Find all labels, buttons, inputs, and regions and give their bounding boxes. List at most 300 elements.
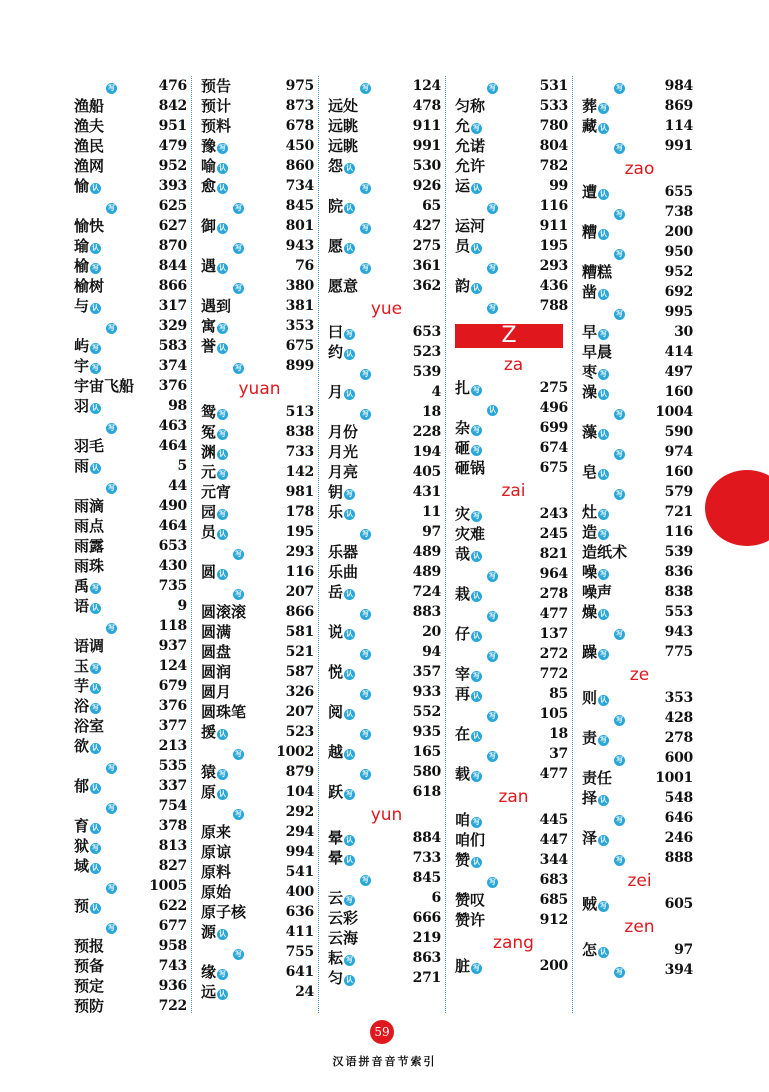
entry-badges [614, 203, 626, 223]
recognize-badge-icon: 认 [473, 591, 481, 600]
entry-word [328, 542, 358, 562]
index-entry [455, 744, 572, 764]
entry-text: 晕 [328, 829, 344, 847]
entry-word [455, 378, 483, 399]
index-entry [201, 642, 318, 662]
entry-badges [487, 399, 499, 419]
entry-word [201, 276, 245, 297]
entry-text: 愉快 [74, 217, 105, 235]
page-ref: 207 [285, 704, 314, 720]
page-ref: 11 [422, 504, 441, 520]
entry-text: 愈 [201, 177, 217, 195]
entry-badges [598, 729, 610, 749]
entry-word [328, 582, 356, 603]
entry-word [74, 416, 118, 437]
page-ref: 450 [285, 138, 314, 154]
page-ref: 124 [412, 78, 441, 94]
page-ref: 275 [539, 380, 568, 396]
entry-word [582, 76, 626, 97]
entry-text: 枣 [582, 363, 598, 381]
index-entry [201, 702, 318, 722]
write-badge-icon: 写 [108, 323, 115, 332]
index-entry [455, 524, 572, 544]
index-entry [582, 96, 697, 116]
entry-text: 越 [328, 743, 344, 761]
write-badge-icon: 写 [473, 771, 481, 780]
entry-badges [217, 463, 229, 483]
entry-word [582, 542, 627, 562]
index-entry [74, 356, 191, 376]
write-badge-icon: 写 [346, 789, 354, 798]
entry-word [455, 624, 483, 645]
page-ref: 97 [674, 942, 693, 958]
index-entry [455, 624, 572, 644]
index-entry [582, 302, 697, 322]
write-badge-icon: 写 [616, 489, 623, 498]
index-entry [455, 830, 572, 850]
page-ref: 105 [539, 706, 568, 722]
entry-word [455, 156, 485, 176]
page-ref: 326 [285, 684, 314, 700]
entry-word [201, 356, 245, 377]
write-badge-icon: 写 [235, 363, 242, 372]
index-entry [582, 688, 697, 708]
recognize-badge-icon: 认 [473, 183, 481, 192]
entry-text: 渔网 [74, 157, 105, 175]
page-ref: 845 [412, 870, 441, 886]
recognize-badge-icon: 认 [473, 551, 481, 560]
entry-badges [90, 817, 102, 837]
entry-word [74, 176, 102, 197]
page-ref: 142 [285, 464, 314, 480]
index-entry [455, 296, 572, 316]
entry-word [201, 682, 231, 702]
page-ref: 911 [412, 118, 441, 134]
recognize-badge-icon: 认 [219, 729, 227, 738]
page-ref: 974 [664, 444, 693, 460]
entry-word [74, 876, 118, 897]
index-entry [74, 396, 191, 416]
index-entry [74, 496, 191, 516]
entry-text: 月亮 [328, 463, 359, 481]
entry-text: 愿意 [328, 277, 359, 295]
entry-badges [233, 277, 245, 297]
index-entry [582, 522, 697, 542]
page-ref: 627 [158, 218, 187, 234]
index-entry [582, 322, 697, 342]
entry-word [328, 256, 372, 277]
page-ref: 780 [539, 118, 568, 134]
index-entry [582, 728, 697, 748]
entry-word [582, 940, 610, 961]
write-badge-icon: 写 [362, 409, 369, 418]
entry-badges [471, 585, 483, 605]
entry-badges [344, 237, 356, 257]
entry-badges [90, 237, 102, 257]
page-ref: 513 [285, 404, 314, 420]
entry-text: 愉 [74, 177, 90, 195]
index-entry [328, 868, 445, 888]
index-entry [455, 584, 572, 604]
index-entry [582, 342, 697, 362]
entry-text: 圆月 [201, 683, 232, 701]
entry-word [582, 422, 610, 443]
entry-text: 糟 [582, 223, 598, 241]
entry-word [328, 96, 358, 116]
page-ref: 124 [158, 658, 187, 674]
page-ref: 94 [422, 644, 441, 660]
write-badge-icon: 写 [616, 143, 623, 152]
recognize-badge-icon: 认 [219, 569, 227, 578]
recognize-badge-icon: 认 [473, 631, 481, 640]
page-ref: 869 [664, 98, 693, 114]
index-entry [74, 836, 191, 856]
index-entry [582, 502, 697, 522]
write-badge-icon: 写 [346, 895, 354, 904]
write-badge-icon: 写 [362, 183, 369, 192]
entry-word [582, 96, 610, 117]
write-badge-icon: 写 [219, 409, 227, 418]
recognize-badge-icon: 认 [219, 223, 227, 232]
index-entry [582, 182, 697, 202]
entry-word [74, 776, 102, 797]
entry-word [201, 662, 231, 682]
write-badge-icon: 写 [616, 209, 623, 218]
index-entry [74, 816, 191, 836]
index-entry [201, 762, 318, 782]
entry-word [455, 256, 499, 277]
entry-text: 原料 [201, 863, 232, 881]
entry-badges [598, 97, 610, 117]
entry-badges [90, 697, 102, 717]
entry-word [201, 176, 229, 197]
entry-word [328, 276, 358, 296]
index-entry [201, 136, 318, 156]
entry-text: 宇 [74, 357, 90, 375]
entry-word [201, 562, 229, 583]
page-ref: 271 [412, 970, 441, 986]
syllable-heading: zao [624, 159, 655, 179]
entry-word [201, 542, 245, 563]
entry-word [582, 382, 610, 403]
entry-word [328, 908, 358, 928]
page-ref: 618 [412, 784, 441, 800]
entry-badges [471, 505, 483, 525]
write-badge-icon: 写 [362, 729, 369, 738]
entry-word [328, 828, 356, 849]
index-entry [455, 418, 572, 438]
entry-badges [217, 177, 229, 197]
page-ref: 137 [539, 626, 568, 642]
entry-word [582, 894, 610, 915]
page-ref: 447 [539, 832, 568, 848]
recognize-badge-icon: 认 [219, 183, 227, 192]
page-ref: 272 [539, 646, 568, 662]
index-entry [455, 850, 572, 870]
syllable-heading: za [503, 355, 524, 375]
entry-badges [90, 597, 102, 617]
write-badge-icon: 写 [616, 855, 623, 864]
entry-word [582, 282, 610, 303]
entry-text: 乐器 [328, 543, 359, 561]
entry-badges [233, 237, 245, 257]
index-entry [455, 664, 572, 684]
index-entry [74, 536, 191, 556]
entry-text: 预 [74, 897, 90, 915]
page-ref: 950 [664, 244, 693, 260]
entry-word [74, 516, 104, 536]
page-ref: 964 [539, 566, 568, 582]
index-entry [328, 322, 445, 342]
recognize-badge-icon: 认 [346, 243, 354, 252]
index-entry [201, 316, 318, 336]
page-ref: 699 [539, 420, 568, 436]
entry-text: 遭 [582, 183, 598, 201]
index-entry [201, 582, 318, 602]
page-ref: 490 [158, 498, 187, 514]
index-entry [328, 642, 445, 662]
index-entry [582, 602, 697, 622]
entry-badges [487, 605, 499, 625]
entry-text: 月 [328, 383, 344, 401]
entry-text: 遇 [201, 257, 217, 275]
syllable-heading: zen [624, 917, 655, 937]
recognize-badge-icon: 认 [473, 731, 481, 740]
entry-badges [598, 363, 610, 383]
page-ref: 344 [539, 852, 568, 868]
page-ref: 213 [158, 738, 187, 754]
index-entry [74, 776, 191, 796]
entry-text: 寓 [201, 317, 217, 335]
write-badge-icon: 写 [473, 445, 481, 454]
page-ref: 104 [285, 784, 314, 800]
write-badge-icon: 写 [600, 569, 608, 578]
entry-text: 圆润 [201, 663, 232, 681]
entry-text: 月份 [328, 423, 359, 441]
index-entry [582, 642, 697, 662]
index-entry [201, 422, 318, 442]
entry-badges [217, 523, 229, 543]
entry-badges [90, 397, 102, 417]
entry-word [328, 76, 372, 97]
entry-badges [471, 439, 483, 459]
page-ref: 952 [158, 158, 187, 174]
index-entry [582, 422, 697, 442]
entry-badges [90, 337, 102, 357]
write-badge-icon: 写 [362, 369, 369, 378]
letter-section-bar: Z [455, 324, 563, 348]
entry-badges [614, 403, 626, 423]
entry-text: 早 [582, 323, 598, 341]
entry-word [455, 116, 483, 137]
entry-text: 运 [455, 177, 471, 195]
index-entry [201, 76, 318, 96]
write-badge-icon: 写 [489, 651, 496, 660]
page-ref: 636 [285, 904, 314, 920]
page-ref: 804 [539, 138, 568, 154]
index-entry [201, 902, 318, 922]
page-ref: 679 [158, 678, 187, 694]
index-entry [201, 176, 318, 196]
page-ref: 754 [158, 798, 187, 814]
entry-text: 噪声 [582, 583, 613, 601]
page-ref: 675 [285, 338, 314, 354]
page-ref: 863 [412, 950, 441, 966]
index-entry [582, 748, 697, 768]
index-entry [74, 676, 191, 696]
page-ref: 801 [285, 218, 314, 234]
entry-badges [344, 157, 356, 177]
entry-badges [360, 723, 372, 743]
entry-text: 灾难 [455, 525, 486, 543]
write-badge-icon: 写 [362, 263, 369, 272]
entry-text: 原谅 [201, 843, 232, 861]
entry-text: 凿 [582, 283, 598, 301]
index-entry [582, 940, 697, 960]
entry-word [455, 704, 499, 725]
entry-word [582, 960, 626, 981]
entry-badges [217, 337, 229, 357]
write-badge-icon: 写 [489, 877, 496, 886]
entry-badges [344, 829, 356, 849]
entry-word [455, 196, 499, 217]
page-ref: 160 [664, 384, 693, 400]
entry-word [455, 664, 483, 685]
entry-text: 员 [201, 523, 217, 541]
page-ref: 361 [412, 258, 441, 274]
page-ref: 293 [285, 544, 314, 560]
page-ref: 523 [285, 724, 314, 740]
entry-text: 仔 [455, 625, 471, 643]
index-entry [74, 616, 191, 636]
entry-badges [90, 357, 102, 377]
write-badge-icon: 写 [235, 809, 242, 818]
page-ref: 464 [158, 518, 187, 534]
page-ref: 18 [549, 726, 568, 742]
write-badge-icon: 写 [108, 883, 115, 892]
entry-word [328, 742, 356, 763]
entry-text: 跃 [328, 783, 344, 801]
page-ref: 400 [285, 884, 314, 900]
entry-badges [344, 483, 356, 503]
page-ref: 362 [412, 278, 441, 294]
recognize-badge-icon: 认 [473, 857, 481, 866]
index-entry [201, 722, 318, 742]
recognize-badge-icon: 认 [346, 509, 354, 518]
entry-text: 曰 [328, 323, 344, 341]
entry-word [582, 322, 610, 343]
page-ref: 587 [285, 664, 314, 680]
entry-badges [614, 137, 626, 157]
entry-word [74, 536, 104, 556]
entry-badges [233, 583, 245, 603]
page-ref: 677 [158, 918, 187, 934]
index-entry [455, 870, 572, 890]
entry-text: 责 [582, 729, 598, 747]
write-badge-icon: 写 [616, 715, 623, 724]
entry-word [582, 502, 610, 523]
page-ref: 883 [412, 604, 441, 620]
index-entry [328, 522, 445, 542]
page-ref: 378 [158, 818, 187, 834]
entry-word [582, 362, 610, 383]
page-ref: 535 [158, 758, 187, 774]
index-entry [328, 682, 445, 702]
index-entry [201, 196, 318, 216]
entry-text: 远处 [328, 97, 359, 115]
entry-word [74, 116, 104, 136]
page-ref: 292 [285, 804, 314, 820]
recognize-badge-icon: 认 [489, 405, 496, 414]
recognize-badge-icon: 认 [92, 603, 100, 612]
entry-word [328, 868, 372, 889]
entry-text: 糟糕 [582, 263, 613, 281]
entry-badges [106, 757, 118, 777]
recognize-badge-icon: 认 [600, 947, 608, 956]
page-ref: 116 [285, 564, 314, 580]
write-badge-icon: 写 [489, 751, 496, 760]
entry-badges [217, 217, 229, 237]
index-entry [328, 602, 445, 622]
write-badge-icon: 写 [362, 689, 369, 698]
recognize-badge-icon: 认 [92, 243, 100, 252]
index-entry [328, 442, 445, 462]
entry-word [74, 396, 102, 417]
index-entry [201, 522, 318, 542]
write-badge-icon: 写 [92, 663, 100, 672]
entry-text: 预定 [74, 977, 105, 995]
page-ref: 489 [412, 564, 441, 580]
page-ref: 463 [158, 418, 187, 434]
entry-word [201, 582, 245, 603]
index-entry [201, 336, 318, 356]
page-ref: 357 [412, 664, 441, 680]
page-ref: 838 [285, 424, 314, 440]
entry-word [582, 116, 610, 137]
entry-badges [471, 177, 483, 197]
entry-text: 渔民 [74, 137, 105, 155]
entry-text: 云 [328, 889, 344, 907]
entry-word [74, 376, 134, 396]
index-entry [328, 502, 445, 522]
entry-badges [360, 643, 372, 663]
entry-badges [344, 849, 356, 869]
index-entry [74, 416, 191, 436]
page-ref: 478 [412, 98, 441, 114]
entry-word [455, 956, 483, 977]
index-entry [328, 462, 445, 482]
entry-badges [614, 303, 626, 323]
entry-text: 榆 [74, 257, 90, 275]
entry-text: 欲 [74, 737, 90, 755]
entry-badges [614, 77, 626, 97]
page-ref: 685 [539, 892, 568, 908]
entry-text: 猿 [201, 763, 217, 781]
index-entry [582, 562, 697, 582]
recognize-badge-icon: 认 [219, 929, 227, 938]
page-ref: 294 [285, 824, 314, 840]
entry-text: 愿 [328, 237, 344, 255]
page-ref: 489 [412, 544, 441, 560]
write-badge-icon: 写 [219, 429, 227, 438]
entry-word [455, 296, 499, 317]
recognize-badge-icon: 认 [92, 303, 100, 312]
entry-word [582, 562, 610, 583]
index-entry [328, 908, 445, 928]
write-badge-icon: 写 [362, 609, 369, 618]
index-entry [74, 856, 191, 876]
write-badge-icon: 写 [362, 223, 369, 232]
